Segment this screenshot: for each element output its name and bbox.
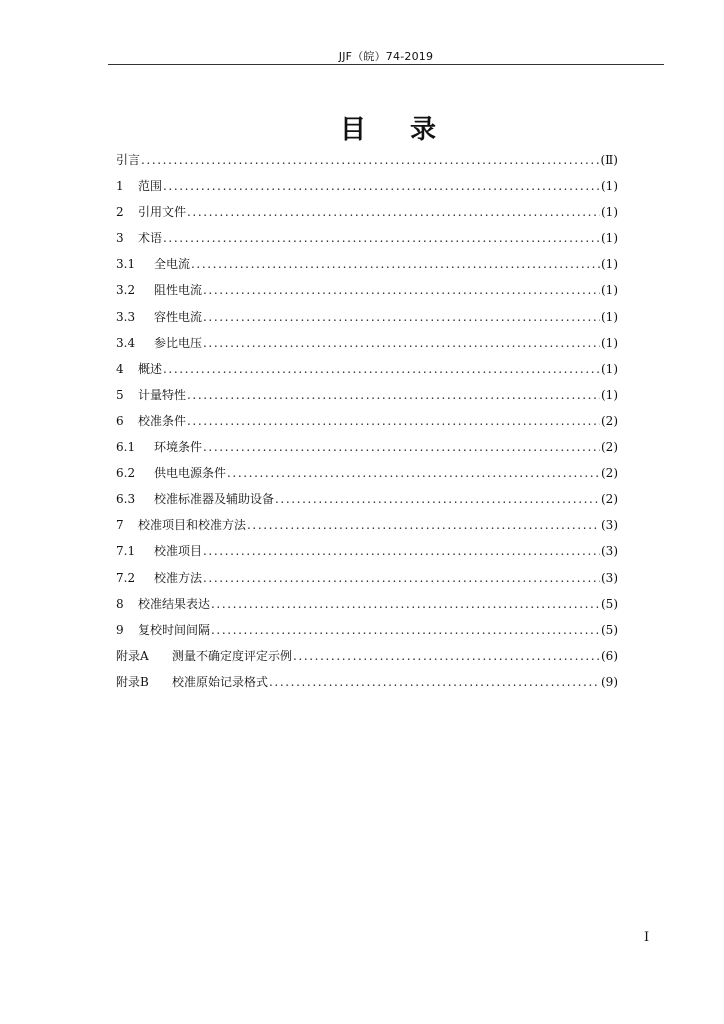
toc-entry-title: 计量特性 — [138, 387, 187, 402]
toc-entry-page: (5) — [601, 596, 618, 611]
toc-dot-leader — [203, 333, 600, 353]
toc-entry-number: 6 — [116, 413, 124, 428]
toc-entry-number: 6.2 — [116, 466, 136, 481]
toc-entry[interactable] — [116, 541, 618, 567]
toc-entry-title: 校准方法 — [154, 570, 203, 585]
toc-entry-page: (1) — [601, 205, 618, 220]
toc-dot-leader — [141, 150, 599, 170]
toc-entry-page: (3) — [601, 518, 618, 533]
toc-dot-leader — [293, 646, 600, 666]
toc-dot-leader — [203, 437, 600, 457]
toc-entry[interactable] — [116, 463, 618, 489]
toc-entry-title: 供电电源条件 — [154, 466, 227, 481]
toc-entry-number: 3 — [116, 231, 124, 246]
toc-entry-number: 3.3 — [116, 309, 136, 324]
toc-entry[interactable] — [116, 594, 618, 620]
toc-entry[interactable] — [116, 515, 618, 541]
toc-dot-leader — [187, 411, 600, 431]
toc-entry-page: (1) — [601, 231, 618, 246]
toc-entry-title: 校准项目 — [154, 544, 203, 559]
toc-dot-leader — [203, 568, 600, 588]
toc-entry-page: (2) — [601, 492, 618, 507]
page-number: I — [644, 930, 650, 945]
toc-entry[interactable] — [116, 202, 618, 228]
toc-entry-page: (1) — [601, 179, 618, 194]
toc-entry[interactable] — [116, 646, 618, 672]
toc-entry[interactable] — [116, 176, 618, 202]
toc-entry-number: 9 — [116, 622, 124, 637]
toc-entry-title: 校准条件 — [138, 413, 187, 428]
toc-entry-page: (1) — [601, 309, 618, 324]
toc-entry-page: (1) — [601, 361, 618, 376]
toc-entry[interactable] — [116, 411, 618, 437]
toc-entry-number: 3.2 — [116, 283, 136, 298]
page-title: 目录 — [339, 115, 480, 145]
toc-entry[interactable] — [116, 385, 618, 411]
toc-dot-leader — [211, 594, 600, 614]
toc-entry[interactable] — [116, 150, 618, 176]
toc-entry-number: 3.1 — [116, 257, 136, 272]
toc-entry-page: (2) — [601, 466, 618, 481]
toc-dot-leader — [203, 541, 600, 561]
toc-entry-number: 8 — [116, 596, 124, 611]
toc-entry-number: 7.1 — [116, 544, 136, 559]
toc-dot-leader — [203, 280, 600, 300]
toc-entry-page: (1) — [601, 257, 618, 272]
toc-entry-number: 6.3 — [116, 492, 136, 507]
running-header: JJF（皖）74-2019 — [338, 50, 434, 63]
toc-entry-title: 概述 — [138, 361, 163, 376]
toc-entry-title: 校准结果表达 — [138, 596, 211, 611]
toc-entry-title: 阻性电流 — [154, 283, 203, 298]
toc-entry-title: 校准项目和校准方法 — [138, 518, 247, 533]
toc-entry[interactable] — [116, 437, 618, 463]
toc-dot-leader — [163, 359, 600, 379]
toc-entry[interactable] — [116, 333, 618, 359]
table-of-contents — [116, 150, 618, 698]
toc-entry[interactable] — [116, 489, 618, 515]
toc-entry-number: 附录A — [116, 648, 149, 663]
toc-entry-page: (3) — [601, 544, 618, 559]
toc-dot-leader — [187, 385, 600, 405]
header-rule — [108, 64, 664, 65]
toc-entry[interactable] — [116, 307, 618, 333]
toc-entry-title: 术语 — [138, 231, 163, 246]
toc-entry-page: (3) — [601, 570, 618, 585]
toc-entry-page: (1) — [601, 335, 618, 350]
toc-entry-title: 环境条件 — [154, 440, 203, 455]
toc-entry-number: 1 — [116, 179, 124, 194]
toc-entry[interactable] — [116, 620, 618, 646]
toc-entry-title: 测量不确定度评定示例 — [172, 648, 293, 663]
toc-entry-page: (2) — [601, 440, 618, 455]
toc-entry-title: 引用文件 — [138, 205, 187, 220]
toc-dot-leader — [275, 489, 600, 509]
toc-entry-page: (2) — [601, 413, 618, 428]
toc-entry[interactable] — [116, 280, 618, 306]
toc-dot-leader — [247, 515, 600, 535]
toc-entry-title: 范围 — [138, 179, 163, 194]
toc-entry-number: 附录B — [116, 674, 149, 689]
toc-entry[interactable] — [116, 672, 618, 698]
toc-entry-title: 复校时间间隔 — [138, 622, 211, 637]
toc-entry-title: 参比电压 — [154, 335, 203, 350]
toc-entry-title: 校准原始记录格式 — [172, 674, 269, 689]
toc-entry-number: 7 — [116, 518, 124, 533]
toc-entry-page: (Ⅱ) — [600, 153, 618, 167]
toc-entry-title: 校准标准器及辅助设备 — [154, 492, 275, 507]
toc-entry[interactable] — [116, 568, 618, 594]
toc-entry-page: (1) — [601, 283, 618, 298]
toc-entry-number: 2 — [116, 205, 124, 220]
toc-entry-page: (6) — [601, 648, 618, 663]
toc-entry-number: 6.1 — [116, 440, 136, 455]
toc-dot-leader — [211, 620, 600, 640]
toc-entry-number: 7.2 — [116, 570, 136, 585]
toc-entry-page: (9) — [601, 674, 618, 689]
toc-entry-number: 4 — [116, 361, 124, 376]
toc-entry-page: (5) — [601, 622, 618, 637]
toc-dot-leader — [187, 202, 600, 222]
toc-dot-leader — [203, 307, 600, 327]
toc-dot-leader — [163, 228, 600, 248]
toc-entry-title: 全电流 — [154, 257, 191, 272]
toc-entry-number: 5 — [116, 387, 124, 402]
toc-dot-leader — [269, 672, 600, 692]
toc-dot-leader — [163, 176, 600, 196]
toc-entry[interactable] — [116, 254, 618, 280]
toc-entry-number: 3.4 — [116, 335, 136, 350]
toc-dot-leader — [191, 254, 600, 274]
toc-entry-title: 容性电流 — [154, 309, 203, 324]
toc-entry[interactable] — [116, 359, 618, 385]
toc-entry-page: (1) — [601, 387, 618, 402]
toc-entry[interactable] — [116, 228, 618, 254]
toc-entry-title: 引言 — [116, 153, 141, 167]
toc-dot-leader — [227, 463, 600, 483]
